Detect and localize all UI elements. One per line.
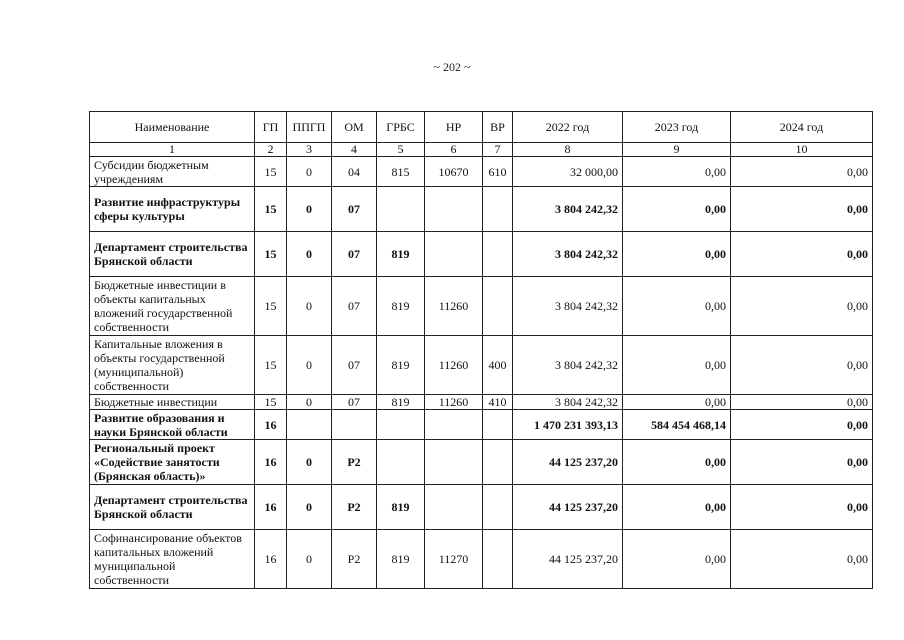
row-vr [483, 187, 513, 232]
row-ppgp: 0 [287, 232, 332, 277]
row-amount-2023: 0,00 [623, 440, 731, 485]
column-number: 10 [731, 143, 873, 157]
table-row [90, 336, 873, 395]
table-row [90, 232, 873, 277]
row-nr: 11260 [425, 336, 483, 395]
table-row [90, 187, 873, 232]
table-row [90, 410, 873, 440]
row-vr [483, 440, 513, 485]
row-om: Р2 [332, 485, 377, 530]
header-year-2024: 2024 год [731, 112, 873, 143]
row-amount-2024: 0,00 [731, 395, 873, 410]
row-om: 07 [332, 395, 377, 410]
row-vr: 610 [483, 157, 513, 187]
row-amount-2024: 0,00 [731, 410, 873, 440]
row-gp: 16 [255, 440, 287, 485]
header-nr: НР [425, 112, 483, 143]
row-nr [425, 187, 483, 232]
table-row [90, 440, 873, 485]
row-grbs: 819 [377, 277, 425, 336]
row-amount-2024: 0,00 [731, 530, 873, 589]
row-nr [425, 440, 483, 485]
header-year-2023: 2023 год [623, 112, 731, 143]
row-grbs [377, 187, 425, 232]
column-number: 7 [483, 143, 513, 157]
row-amount-2022: 32 000,00 [513, 157, 623, 187]
header-year-2022: 2022 год [513, 112, 623, 143]
table-row [90, 157, 873, 187]
column-number: 8 [513, 143, 623, 157]
row-amount-2022: 3 804 242,32 [513, 232, 623, 277]
row-om: 07 [332, 336, 377, 395]
row-amount-2023: 0,00 [623, 530, 731, 589]
row-ppgp: 0 [287, 485, 332, 530]
row-nr: 10670 [425, 157, 483, 187]
column-number: 4 [332, 143, 377, 157]
row-amount-2024: 0,00 [731, 232, 873, 277]
row-name: Капитальные вложения в объекты государственной (муниципальной) собственности [90, 336, 255, 395]
row-name: Развитие инфраструктуры сферы культуры [90, 187, 255, 232]
row-name: Департамент строительства Брянской области [90, 485, 255, 530]
row-ppgp [287, 410, 332, 440]
row-nr: 11270 [425, 530, 483, 589]
header-grbs: ГРБС [377, 112, 425, 143]
row-amount-2022: 44 125 237,20 [513, 485, 623, 530]
row-om: 07 [332, 277, 377, 336]
row-amount-2024: 0,00 [731, 440, 873, 485]
row-ppgp: 0 [287, 187, 332, 232]
row-nr [425, 410, 483, 440]
row-amount-2024: 0,00 [731, 485, 873, 530]
row-gp: 15 [255, 232, 287, 277]
header-om: ОМ [332, 112, 377, 143]
table-row [90, 277, 873, 336]
column-number: 6 [425, 143, 483, 157]
header-row [90, 112, 873, 143]
row-grbs: 819 [377, 530, 425, 589]
row-amount-2022: 1 470 231 393,13 [513, 410, 623, 440]
row-vr: 400 [483, 336, 513, 395]
table-row [90, 395, 873, 410]
row-amount-2024: 0,00 [731, 277, 873, 336]
row-name: Департамент строительства Брянской области [90, 232, 255, 277]
row-gp: 16 [255, 485, 287, 530]
row-ppgp: 0 [287, 440, 332, 485]
row-amount-2023: 0,00 [623, 232, 731, 277]
row-vr [483, 530, 513, 589]
column-number-row [90, 143, 873, 157]
row-amount-2024: 0,00 [731, 336, 873, 395]
column-number: 1 [90, 143, 255, 157]
row-gp: 15 [255, 187, 287, 232]
column-number: 9 [623, 143, 731, 157]
header-ppgp: ППГП [287, 112, 332, 143]
row-ppgp: 0 [287, 277, 332, 336]
row-name: Субсидии бюджетным учреждениям [90, 157, 255, 187]
row-amount-2023: 0,00 [623, 395, 731, 410]
row-amount-2023: 0,00 [623, 157, 731, 187]
row-vr [483, 410, 513, 440]
row-amount-2023: 0,00 [623, 485, 731, 530]
header-gp: ГП [255, 112, 287, 143]
row-name: Развитие образования и науки Брянской области [90, 410, 255, 440]
row-vr [483, 277, 513, 336]
row-om: Р2 [332, 530, 377, 589]
row-gp: 15 [255, 157, 287, 187]
row-gp: 15 [255, 336, 287, 395]
row-om: Р2 [332, 440, 377, 485]
row-amount-2023: 584 454 468,14 [623, 410, 731, 440]
row-amount-2024: 0,00 [731, 187, 873, 232]
row-gp: 16 [255, 530, 287, 589]
row-name: Софинансирование объектов капитальных вложений муниципальной собственности [90, 530, 255, 589]
row-name: Бюджетные инвестиции [90, 395, 255, 410]
row-grbs: 815 [377, 157, 425, 187]
row-amount-2022: 3 804 242,32 [513, 277, 623, 336]
row-om: 07 [332, 187, 377, 232]
row-amount-2022: 44 125 237,20 [513, 440, 623, 485]
row-vr [483, 485, 513, 530]
table-row [90, 530, 873, 589]
row-amount-2022: 3 804 242,32 [513, 187, 623, 232]
table-body [90, 157, 873, 589]
row-grbs [377, 410, 425, 440]
row-name: Региональный проект «Содействие занятости (Брянская область)» [90, 440, 255, 485]
row-grbs: 819 [377, 395, 425, 410]
row-grbs [377, 440, 425, 485]
row-grbs: 819 [377, 336, 425, 395]
row-amount-2023: 0,00 [623, 187, 731, 232]
row-name: Бюджетные инвестиции в объекты капитальных вложений государственной собственности [90, 277, 255, 336]
row-gp: 16 [255, 410, 287, 440]
row-ppgp: 0 [287, 336, 332, 395]
row-nr [425, 232, 483, 277]
row-ppgp: 0 [287, 530, 332, 589]
column-number: 5 [377, 143, 425, 157]
row-amount-2023: 0,00 [623, 336, 731, 395]
row-ppgp: 0 [287, 395, 332, 410]
row-om: 04 [332, 157, 377, 187]
row-gp: 15 [255, 277, 287, 336]
row-amount-2022: 3 804 242,32 [513, 336, 623, 395]
column-number: 3 [287, 143, 332, 157]
row-gp: 15 [255, 395, 287, 410]
page-number: ~ 202 ~ [433, 60, 471, 74]
row-ppgp: 0 [287, 157, 332, 187]
table-row [90, 485, 873, 530]
row-amount-2023: 0,00 [623, 277, 731, 336]
row-nr: 11260 [425, 395, 483, 410]
column-number: 2 [255, 143, 287, 157]
row-nr [425, 485, 483, 530]
row-vr: 410 [483, 395, 513, 410]
header-name: Наименование [90, 112, 255, 143]
row-amount-2022: 44 125 237,20 [513, 530, 623, 589]
row-amount-2022: 3 804 242,32 [513, 395, 623, 410]
row-grbs: 819 [377, 232, 425, 277]
budget-table [89, 111, 873, 589]
row-om: 07 [332, 232, 377, 277]
row-amount-2024: 0,00 [731, 157, 873, 187]
row-grbs: 819 [377, 485, 425, 530]
row-om [332, 410, 377, 440]
row-vr [483, 232, 513, 277]
row-nr: 11260 [425, 277, 483, 336]
header-vr: ВР [483, 112, 513, 143]
